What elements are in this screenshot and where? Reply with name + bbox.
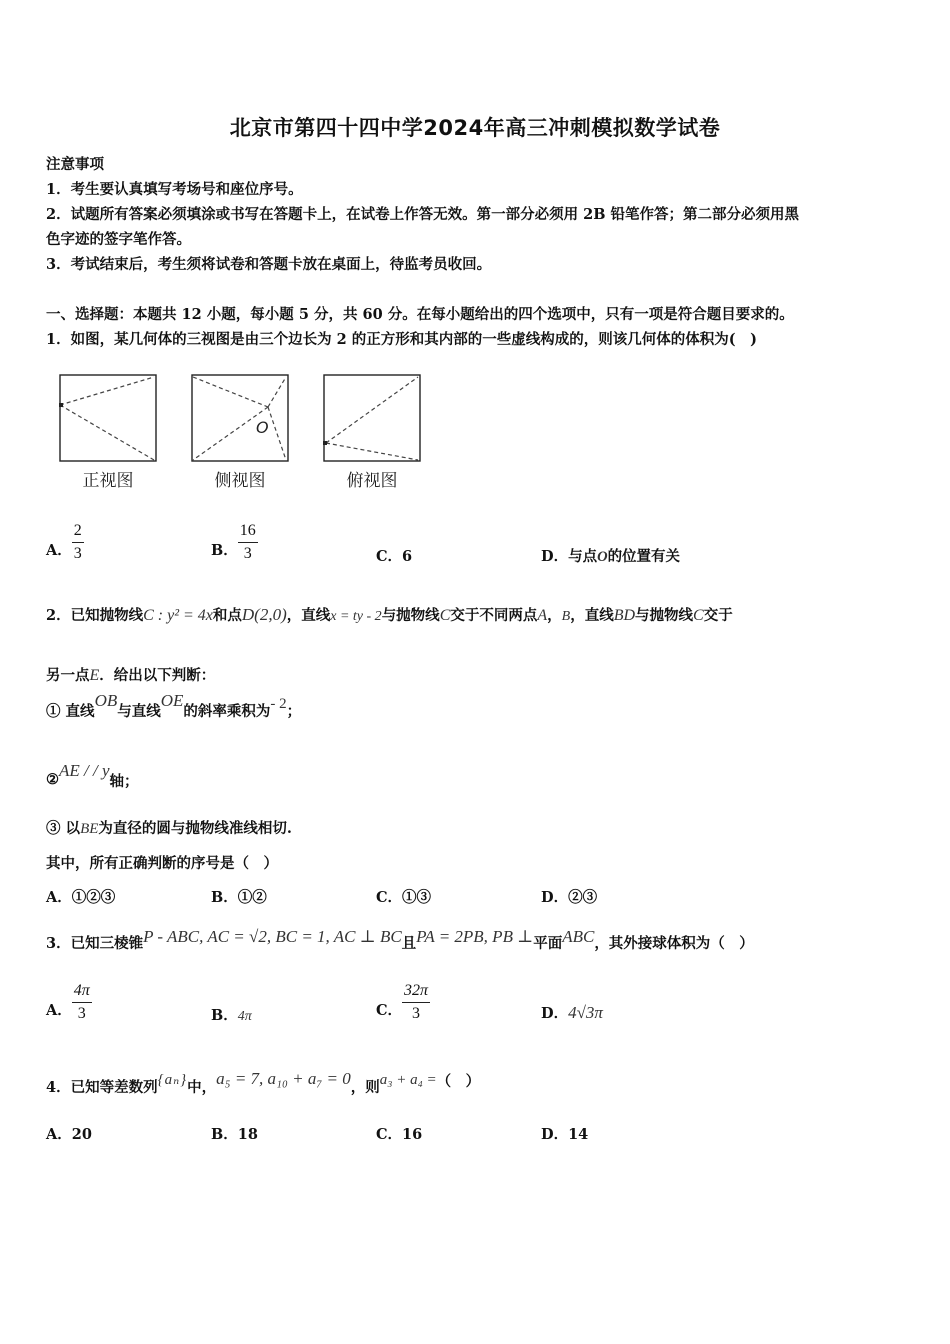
q3-option-c-fraction — [402, 980, 430, 1025]
q4-option-b: B．18 — [211, 1126, 258, 1143]
q1-option-a-den: 3 — [73, 545, 82, 562]
q1-option-d-pre: D．与点 — [541, 548, 598, 565]
q3-option-d-label: D． — [541, 1005, 569, 1022]
q2-curve: C : y² = 4x — [143, 607, 213, 624]
q1-option-b-den: 3 — [243, 545, 252, 562]
q2-j1-value: - 2 — [270, 696, 287, 712]
q4-option-a: A．20 — [46, 1126, 92, 1143]
notice-item-2-cont: 色字迹的签字笔作答。 — [46, 231, 191, 248]
q3-option-c-num: 32π — [402, 980, 430, 1003]
q3-option-c-den: 3 — [412, 1005, 421, 1022]
front-view-caption: 正视图 — [82, 471, 134, 491]
front-view-point — [59, 403, 63, 407]
q3-stem — [46, 926, 754, 952]
q2-point-e: E — [89, 667, 100, 684]
q2-text-8: 交于 — [703, 607, 733, 624]
q1-option-b-num: 16 — [238, 520, 258, 543]
q3-option-a-label: A． — [46, 1001, 72, 1019]
q2-text-4: 与抛物线 — [381, 607, 440, 624]
side-view-caption: 侧视图 — [214, 471, 266, 491]
q3-option-d — [541, 1002, 603, 1023]
side-view-dash-1 — [193, 377, 268, 407]
exam-title: 北京市第四十四中学2024年高三冲刺模拟数学试卷 — [229, 116, 721, 140]
top-view-dash-1 — [326, 377, 418, 443]
q2-point-d: D(2,0) — [241, 605, 287, 624]
q1-option-b — [211, 520, 258, 565]
q3-text-3: 平面 — [533, 935, 563, 952]
q4-option-c: C．16 — [376, 1126, 423, 1143]
q2-line2-b: ．给出以下判断： — [99, 667, 216, 684]
q2-judgement-2 — [46, 760, 139, 790]
side-view-dash-4 — [268, 407, 286, 460]
q2-line2-a: 另一点 — [46, 667, 90, 684]
q2-j3-pre: ③ 以 — [46, 820, 81, 837]
q2-line: x = ty - 2 — [330, 609, 382, 624]
front-view-dash-2 — [60, 405, 154, 460]
q2-text-3: ，直线 — [286, 607, 331, 624]
q3-option-c — [376, 980, 430, 1025]
q2-j2-expr: AE / / y — [59, 761, 110, 780]
q2-option-c: C．①③ — [376, 889, 432, 906]
q2-j1-end: ； — [286, 703, 302, 720]
q2-point-a: A — [537, 607, 548, 624]
top-view-point — [323, 441, 327, 445]
q2-judgement-3 — [46, 817, 292, 838]
q3-option-a-num: 4π — [72, 980, 92, 1003]
top-view-caption: 俯视图 — [346, 471, 398, 491]
q2-j1-pre: ① 直线 — [46, 703, 95, 720]
q3-option-c-label: C． — [376, 1001, 403, 1019]
q2-j1-post: 的斜率乘积为 — [183, 703, 271, 720]
q1-option-d-var: O — [597, 549, 608, 565]
q2-stem-line2 — [46, 664, 215, 685]
q2-text-1: 2．已知抛物线 — [46, 607, 144, 624]
q2-text-6: ，直线 — [570, 607, 614, 624]
q3-option-b — [211, 1004, 252, 1025]
q2-judgement-1 — [46, 691, 302, 721]
q2-line-bd: BD — [613, 607, 636, 624]
q2-oe: OE — [160, 691, 184, 710]
q3-plane-abc: ABC — [562, 927, 595, 946]
q3-option-b-value: 4π — [237, 1009, 252, 1024]
q2-option-b: B．①② — [211, 889, 267, 906]
q2-j2-post: 轴； — [109, 773, 139, 790]
q2-curve-c-2: C — [693, 607, 704, 624]
q2-text-7: 与抛物线 — [635, 607, 694, 624]
q3-text-2: 且 — [401, 935, 417, 952]
q2-text-5: 交于不同两点 — [450, 607, 538, 624]
q2-curve-c-1: C — [439, 607, 451, 624]
front-view-dash-1 — [60, 377, 154, 405]
q1-option-a-fraction — [72, 520, 84, 565]
q2-j2-pre: ② — [46, 771, 59, 788]
q1-option-c: C．6 — [376, 548, 413, 565]
q2-option-d: D．②③ — [541, 889, 598, 906]
side-view-square — [192, 375, 288, 461]
q2-j3-post: 为直径的圆与抛物线准线相切. — [98, 820, 292, 837]
q4-stem — [46, 1068, 481, 1096]
q3-text-4: ，其外接球体积为（ ） — [594, 935, 754, 952]
q4-text-4: （ ） — [436, 1073, 481, 1090]
q1-three-views-figure — [50, 365, 440, 500]
q1-option-a-num: 2 — [72, 520, 84, 543]
q4-sequence: {aₙ} — [157, 1072, 188, 1088]
q2-ob: OB — [94, 691, 118, 710]
q1-option-b-label: B． — [211, 541, 238, 559]
q2-stem-line1 — [46, 604, 733, 625]
q3-expr-1: P - ABC, AC = √2, BC = 1, AC ⊥ BC — [143, 927, 402, 946]
q1-stem: 1．如图，某几何体的三视图是由三个边长为 2 的正方形和其内部的一些虚线构成的，则该几何体的体积为( ) — [46, 331, 757, 348]
q3-option-a-den: 3 — [77, 1005, 86, 1022]
q2-be: BE — [80, 821, 99, 837]
q1-option-b-fraction — [238, 520, 258, 565]
q2-option-a: A．①②③ — [46, 889, 116, 906]
side-view-dash-2 — [268, 377, 286, 407]
notice-item-1: 1．考生要认真填写考场号和座位序号。 — [46, 181, 303, 198]
side-view-point-label: O — [256, 418, 269, 437]
q1-option-d-post: 的位置有关 — [607, 548, 681, 565]
q2-comma: ， — [547, 607, 562, 624]
notice-item-3: 3．考试结束后，考生须将试卷和答题卡放在桌面上，待监考员收回。 — [46, 256, 492, 273]
q3-option-b-label: B． — [211, 1007, 238, 1024]
q4-text-3: ，则 — [350, 1079, 380, 1096]
notice-heading: 注意事项 — [46, 156, 104, 173]
q1-option-a — [46, 520, 84, 565]
section-heading: 一、选择题：本题共 12 小题，每小题 5 分，共 60 分。在每小题给出的四个选项中，只有一项是符合题目要求的。 — [46, 306, 794, 323]
q3-option-d-value: 4√3π — [568, 1003, 603, 1022]
q2-j1-mid: 与直线 — [117, 703, 161, 720]
top-view-square — [324, 375, 420, 461]
q3-option-a — [46, 980, 92, 1025]
q2-question: 其中，所有正确判断的序号是（ ） — [46, 855, 278, 872]
top-view-dash-2 — [326, 443, 418, 460]
q1-option-a-label: A． — [46, 541, 72, 559]
q3-expr-2: PA = 2PB, PB ⊥ — [416, 927, 534, 946]
q4-option-d: D．14 — [541, 1126, 589, 1143]
q3-text-1: 3．已知三棱锥 — [46, 935, 144, 952]
q2-text-2: 和点 — [212, 607, 242, 624]
q4-text-1: 4．已知等差数列 — [46, 1079, 158, 1096]
q4-condition: a₅ = 7, a₁₀ + a₇ = 0 — [216, 1069, 351, 1088]
q3-option-a-fraction — [72, 980, 92, 1025]
notice-item-2: 2．试题所有答案必须填涂或书写在答题卡上，在试卷上作答无效。第一部分必须用 2B 铅笔作答；第二部分必须用黑 — [46, 206, 800, 223]
q4-target: a₃ + a₄ = — [379, 1072, 437, 1088]
front-view-square — [60, 375, 156, 461]
q1-option-d — [541, 545, 680, 566]
q4-text-2: 中， — [187, 1079, 217, 1096]
q2-point-b: B — [561, 609, 571, 624]
